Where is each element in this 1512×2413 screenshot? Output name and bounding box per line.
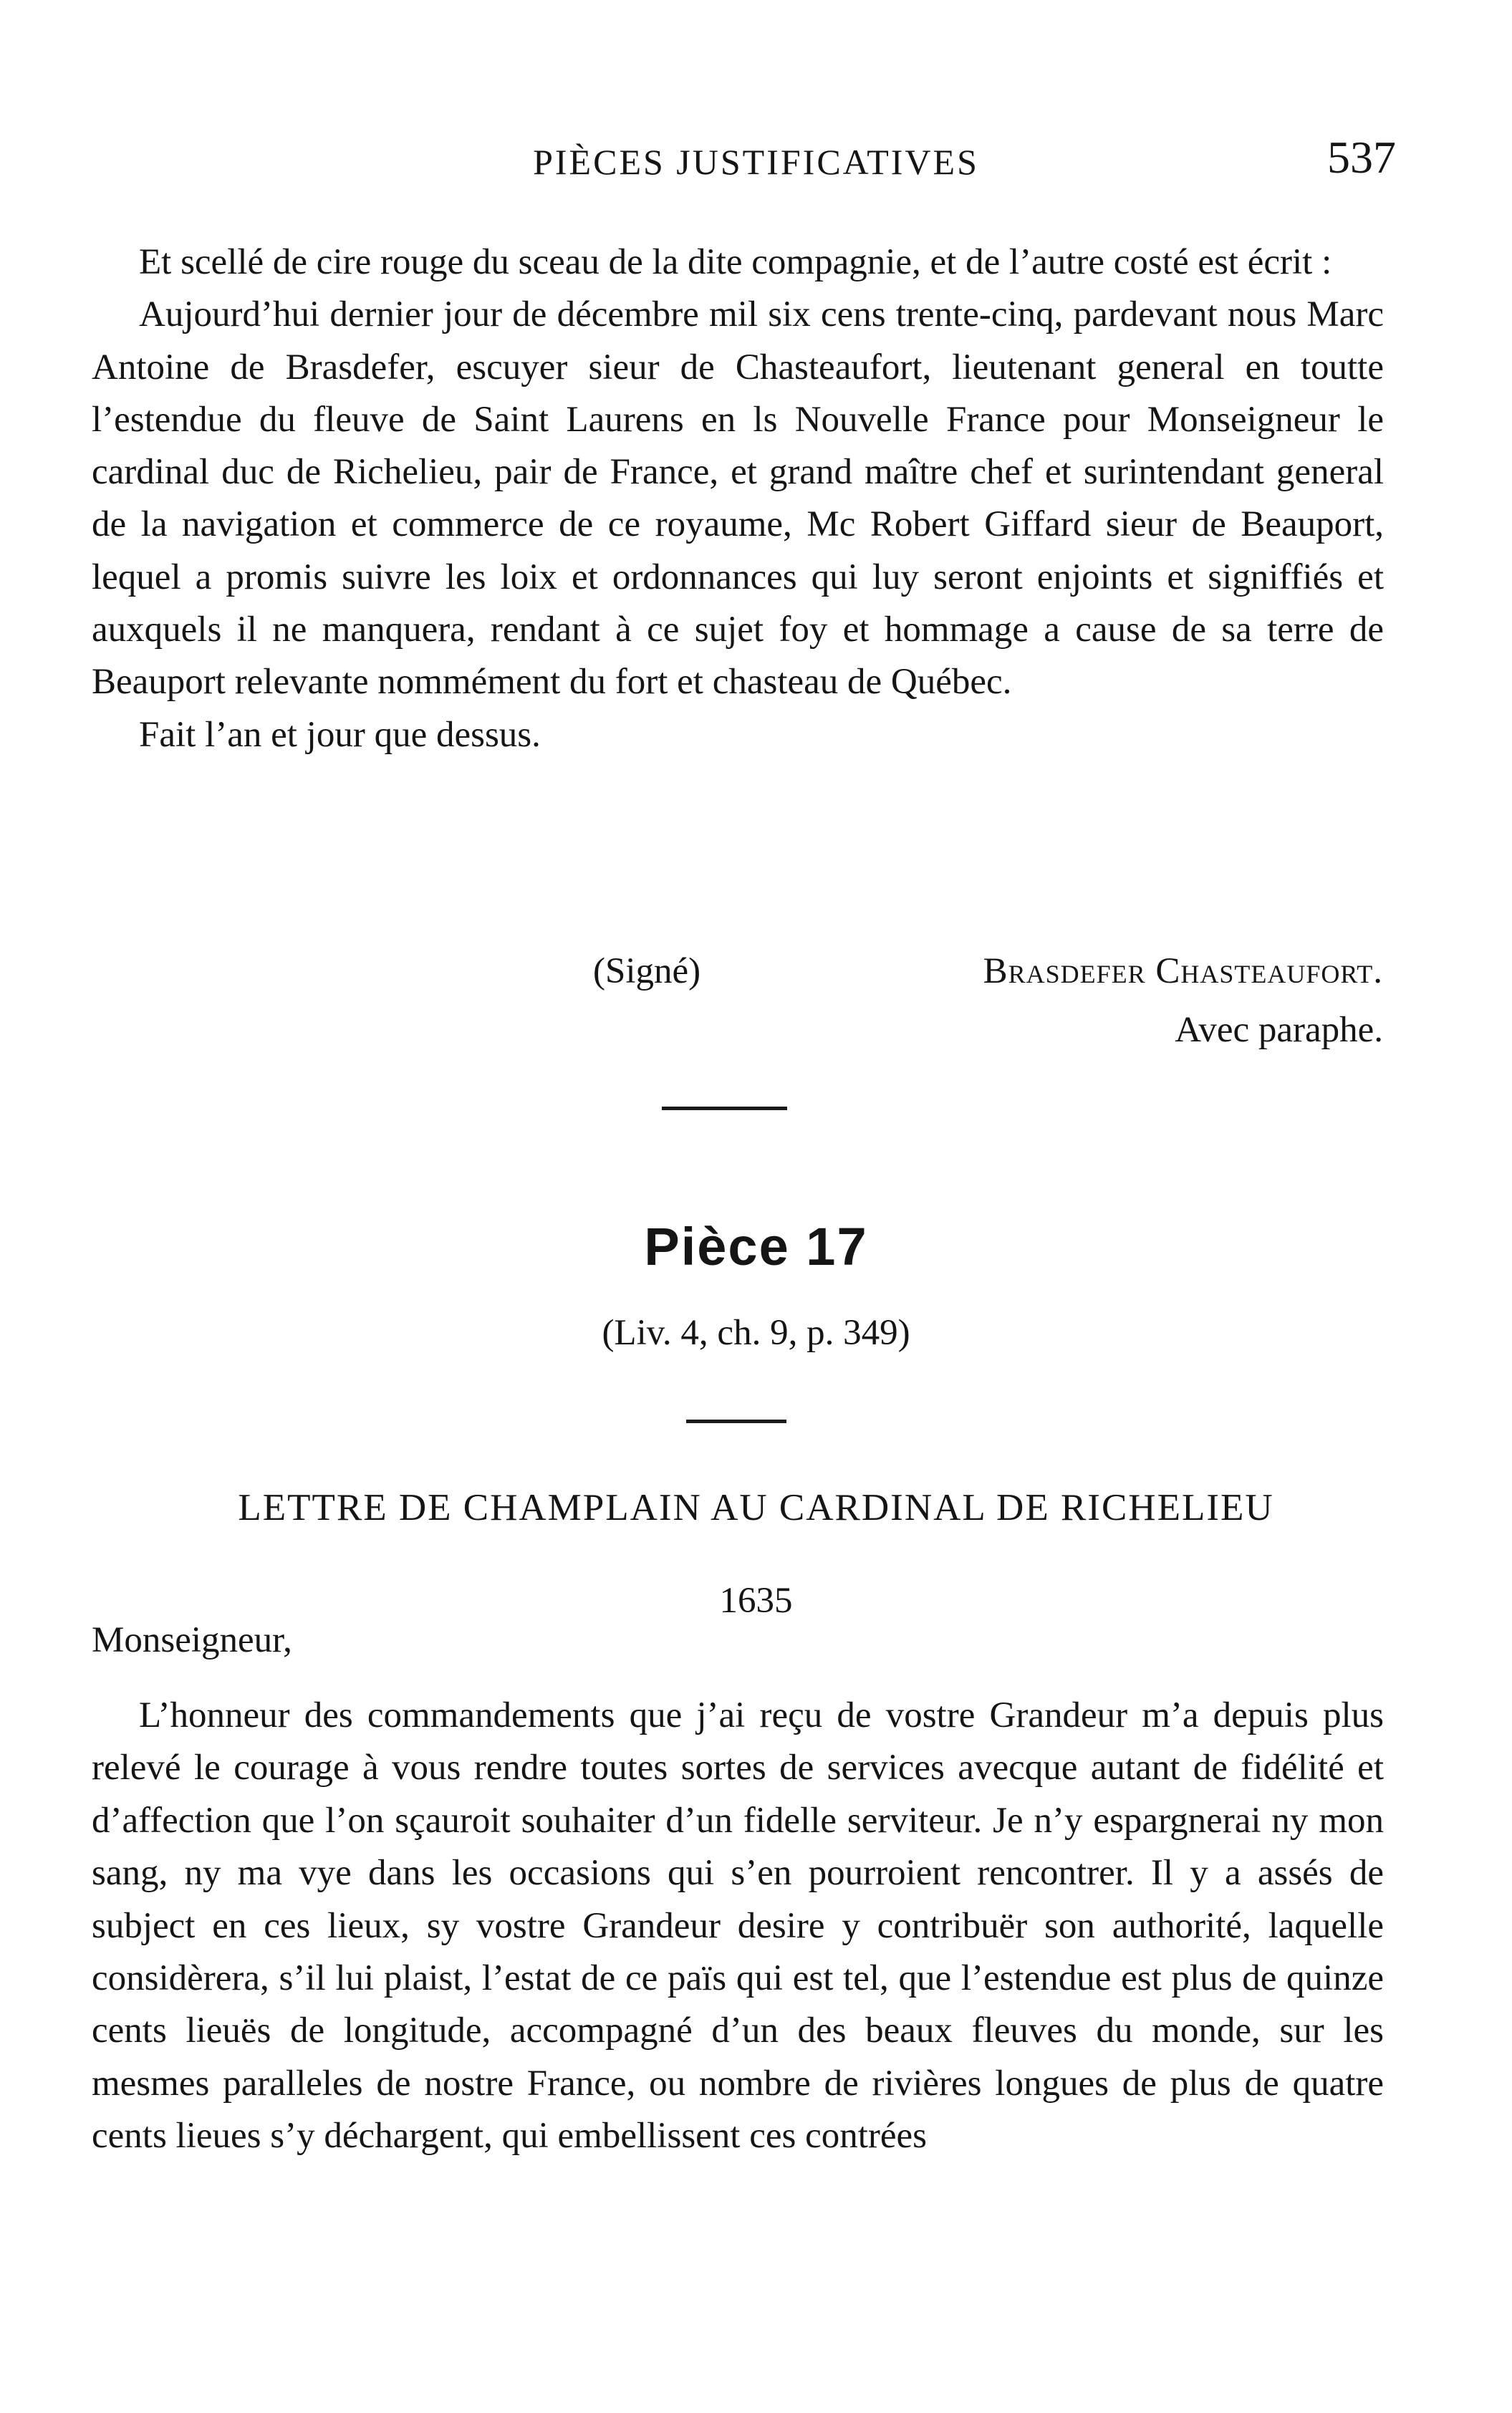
running-title: PIÈCES JUSTIFICATIVES [533,142,979,182]
letter-body-block [92,1690,1384,2163]
heading-divider [686,1420,786,1423]
letter-paragraph: L’honneur des commandements que j’ai reçu de vostre Grandeur m’a depuis plus relevé le courage à vous rendre toutes sortes de services avecque autant de fidélité et d’affection que l’on sçauroit souhaiter d’un fidelle serviteur. Je n’y espargnerai ny mon sang, ny ma vye dans les occasions qui s’en pourroient rencontrer. Il y a assés de subject en ces lieux, sy vostre Grandeur desire y contribuër son authorité, laquelle considèrera, s’il lui plaist, l’estat de ce païs qui est tel, que l’estendue est plus de quinze cents lieuës de longitude, accompagné d’un des beaux fleuves du monde, sur les mesmes paralleles de nostre France, ou nombre de rivières longues de plus de quatre cents lieues s’y déchargent, qui embellissent ces contrées [92,1695,1384,2157]
signature-line [0,943,1512,1000]
section-divider [662,1107,787,1110]
piece-heading: Pièce 17 [644,1217,868,1276]
upper-text-block [92,236,1384,761]
paragraph-date-closing: Fait l’an et jour que dessus. [139,714,541,755]
paragraph-homage: Aujourd’hui dernier jour de décembre mil six cens trente-cinq, pardevant nous Marc Antoine de Brasdefer, escuyer sieur de Chasteaufort, lieutenant general en toutte l’estendue du fleuve de Saint Laurens en ls Nouvelle France pour Monseigneur le cardinal duc de Richelieu, pair de France, et grand maître chef et surintendant general de la navigation et commerce de ce royaume, Mc Robert Giffard sieur de Beauport, lequel a promis suivre les loix et ordonnances qui luy seront enjoints et signiffiés et auxquels il ne manquera, rendant à ce sujet foy et hommage a cause de sa terre de Beauport relevante nommément du fort et chasteau de Québec. [92,294,1384,703]
signer-name: Brasdefer Chasteaufort. [983,951,1383,991]
page-number: 537 [1327,132,1396,183]
letter-year: 1635 [719,1581,793,1621]
piece-reference: (Liv. 4, ch. 9, p. 349) [602,1313,910,1353]
signed-mark: (Signé) [593,951,701,991]
paragraph-seal: Et scellé de cire rouge du sceau de la dite compagnie, et de l’autre costé est écrit : [139,242,1332,282]
paraphe-note: Avec paraphe. [1175,1010,1383,1050]
letter-salutation: Monseigneur, [92,1620,292,1660]
letter-title: LETTRE DE CHAMPLAIN AU CARDINAL DE RICHELIEU [238,1487,1274,1528]
